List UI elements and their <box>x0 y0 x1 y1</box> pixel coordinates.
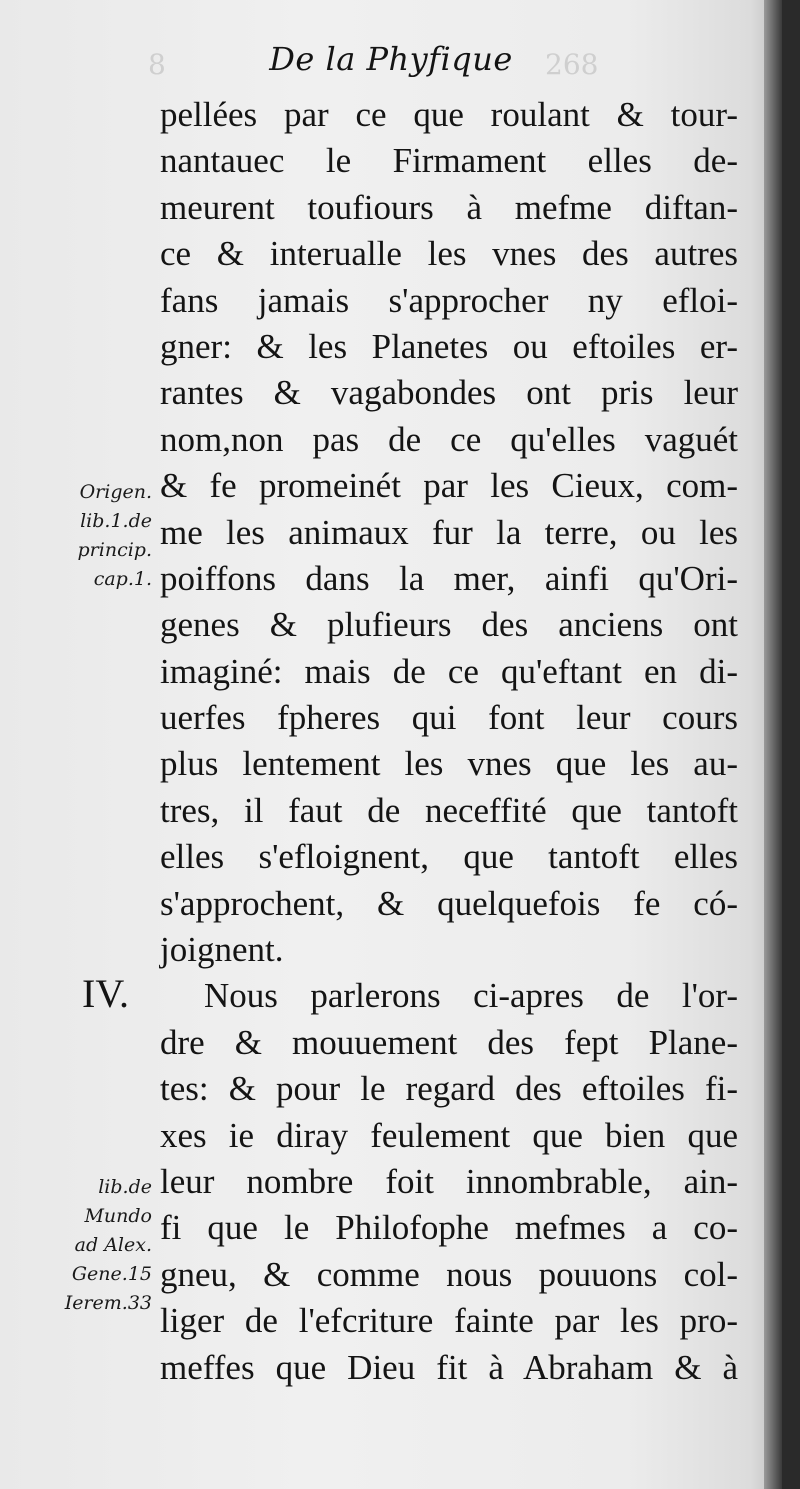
text-line: tres, il faut de neceffité que tantoft <box>160 790 738 830</box>
margin-note-line: princip. <box>77 539 152 561</box>
text-line: liger de l'efcriture fainte par les pro- <box>160 1301 738 1341</box>
text-line: meurent toufiours à mefme diftan- <box>160 187 738 227</box>
text-line: nantauec le Firmament elles de- <box>160 141 738 181</box>
text-line: elles s'efloignent, que tantoft elles <box>160 837 738 877</box>
text-line: meffes que Dieu fit à Abraham & à <box>160 1347 738 1387</box>
body-text <box>160 92 738 1391</box>
bleed-through-page-number-right: 268 <box>545 48 599 81</box>
text-line-paragraph-start: Nous parlerons ci-apres de l'or- <box>204 976 738 1016</box>
text-line: xes ie diray feulement que bien que <box>160 1115 738 1155</box>
text-line: fi que le Philofophe mefmes a co- <box>160 1208 738 1248</box>
text-line: s'approchent, & quelquefois fe có- <box>160 883 738 923</box>
margin-note-lib-de-mundo <box>40 1173 152 1318</box>
margin-note-line: cap.1. <box>93 568 152 590</box>
text-line: imaginé: mais de ce qu'eftant en di- <box>160 651 738 691</box>
text-line: poiffons dans la mer, ainfi qu'Ori- <box>160 558 738 598</box>
text-line: me les animaux fur la terre, ou les <box>160 512 738 552</box>
text-line: pellées par ce que roulant & tour- <box>160 95 738 134</box>
text-line: fans jamais s'approcher ny efloi- <box>160 280 738 320</box>
text-line: & fe promeinét par les Cieux, com- <box>160 466 738 506</box>
margin-note-line: Ierem.33 <box>64 1292 152 1314</box>
margin-note-line: lib.1.de <box>80 510 152 532</box>
text-line: plus lentement les vnes que les au- <box>160 744 738 784</box>
spine-shadow <box>764 0 782 1489</box>
text-line: tes: & pour le regard des eftoiles fi- <box>160 1069 738 1109</box>
text-line: genes & plufieurs des anciens ont <box>160 605 738 645</box>
running-head: De la Phyfique <box>269 40 513 78</box>
margin-note-line: Gene.15 <box>71 1263 152 1285</box>
margin-note-line: Origen. <box>79 481 152 503</box>
text-line: leur nombre foit innombrable, ain- <box>160 1161 738 1201</box>
margin-note-line: lib.de <box>98 1176 152 1198</box>
text-line: uerfes fpheres qui font leur cours <box>160 698 738 738</box>
text-line: dre & mouuement des fept Plane- <box>160 1022 738 1062</box>
margin-note-origen <box>40 478 152 594</box>
text-line: gneu, & comme nous pouuons col- <box>160 1254 738 1294</box>
margin-note-line: ad Alex. <box>74 1234 152 1256</box>
section-number: IV. <box>82 971 130 1016</box>
text-line: rantes & vagabondes ont pris leur <box>160 373 738 413</box>
text-line: joignent. <box>160 930 284 970</box>
margin-note-line: Mundo <box>84 1205 152 1227</box>
text-line: gner: & les Planetes ou eftoiles er- <box>160 326 738 366</box>
text-line: nom,non pas de ce qu'elles vaguét <box>160 419 738 459</box>
text-line: ce & interualle les vnes des autres <box>160 234 738 274</box>
bleed-through-page-number-left: 8 <box>148 48 166 81</box>
